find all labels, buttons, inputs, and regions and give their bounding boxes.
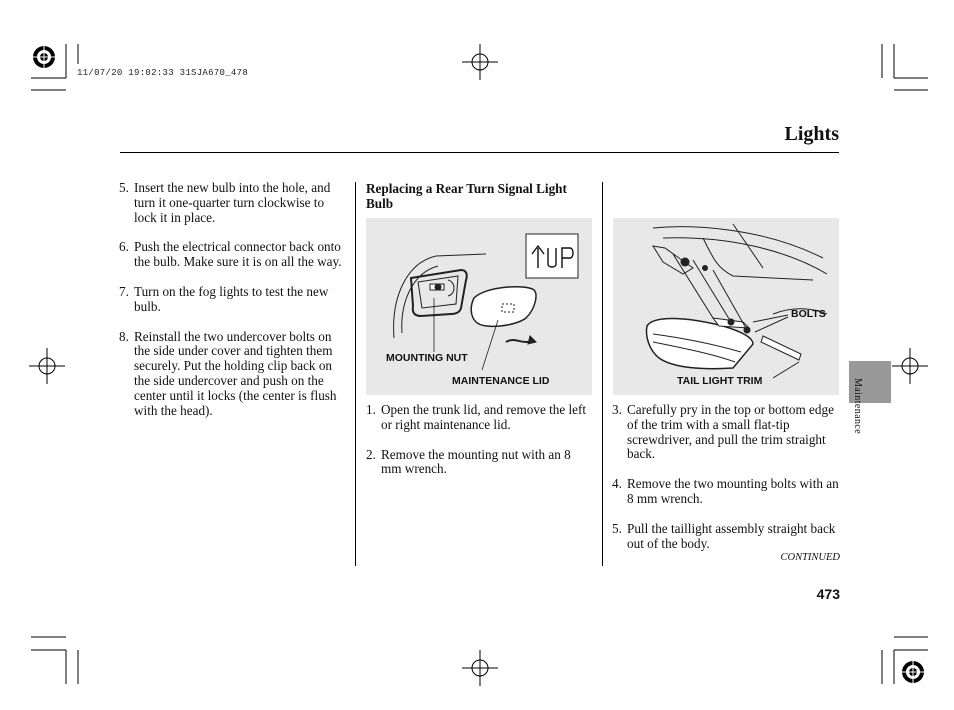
page-title: Lights	[784, 123, 839, 145]
page-number: 473	[816, 586, 840, 602]
list-item: 3. Carefully pry in the top or bottom edge of the trim with a small flat-tip screwdriver, and pull the trim straight back.	[612, 402, 834, 462]
tail-light-trim-label: TAIL LIGHT TRIM	[677, 375, 763, 387]
maintenance-lid-label: MAINTENANCE LID	[452, 375, 550, 387]
list-item: 2. Remove the mounting nut with an 8 mm wrench.	[366, 446, 571, 477]
column-divider	[355, 182, 356, 566]
list-item: 5. Insert the new bulb into the hole, and turn it one-quarter turn clockwise to lock it in place.	[119, 180, 331, 225]
list-item: 5. Pull the taillight assembly straight back out of the body.	[612, 520, 836, 551]
registration-rosette-icon	[32, 45, 56, 69]
list-item: 1. Open the trunk lid, and remove the left or right maintenance lid.	[366, 402, 587, 432]
list-item: 4. Remove the two mounting bolts with an 8 mm wrench.	[612, 476, 839, 506]
section-tab-label: Maintenance	[852, 378, 863, 435]
tail-light-figure	[613, 218, 839, 395]
title-rule	[120, 152, 839, 153]
middle-steps	[366, 403, 592, 477]
registration-rosette-icon	[901, 660, 925, 684]
left-column	[119, 181, 349, 418]
list-item: 8. Reinstall the two undercover bolts on the side under cover and tighten them securely. Put the holding clip back on the side undercover and push on the center until it locks (the center is flush with the head).	[119, 328, 337, 418]
right-steps	[612, 403, 840, 551]
mounting-nut-label: MOUNTING NUT	[386, 352, 468, 364]
column-divider	[602, 182, 603, 566]
maintenance-lid-figure	[366, 218, 592, 395]
section-heading: Replacing a Rear Turn Signal Light Bulb	[366, 181, 567, 211]
list-item: 7. Turn on the fog lights to test the new bulb.	[119, 283, 329, 314]
continued-label: CONTINUED	[780, 552, 840, 563]
print-stamp: 11/07/20 19:02:33 31SJA670_478	[77, 68, 249, 78]
list-item: 6. Push the electrical connector back onto the bulb. Make sure it is on all the way.	[119, 239, 342, 270]
bolts-label: BOLTS	[791, 308, 826, 320]
